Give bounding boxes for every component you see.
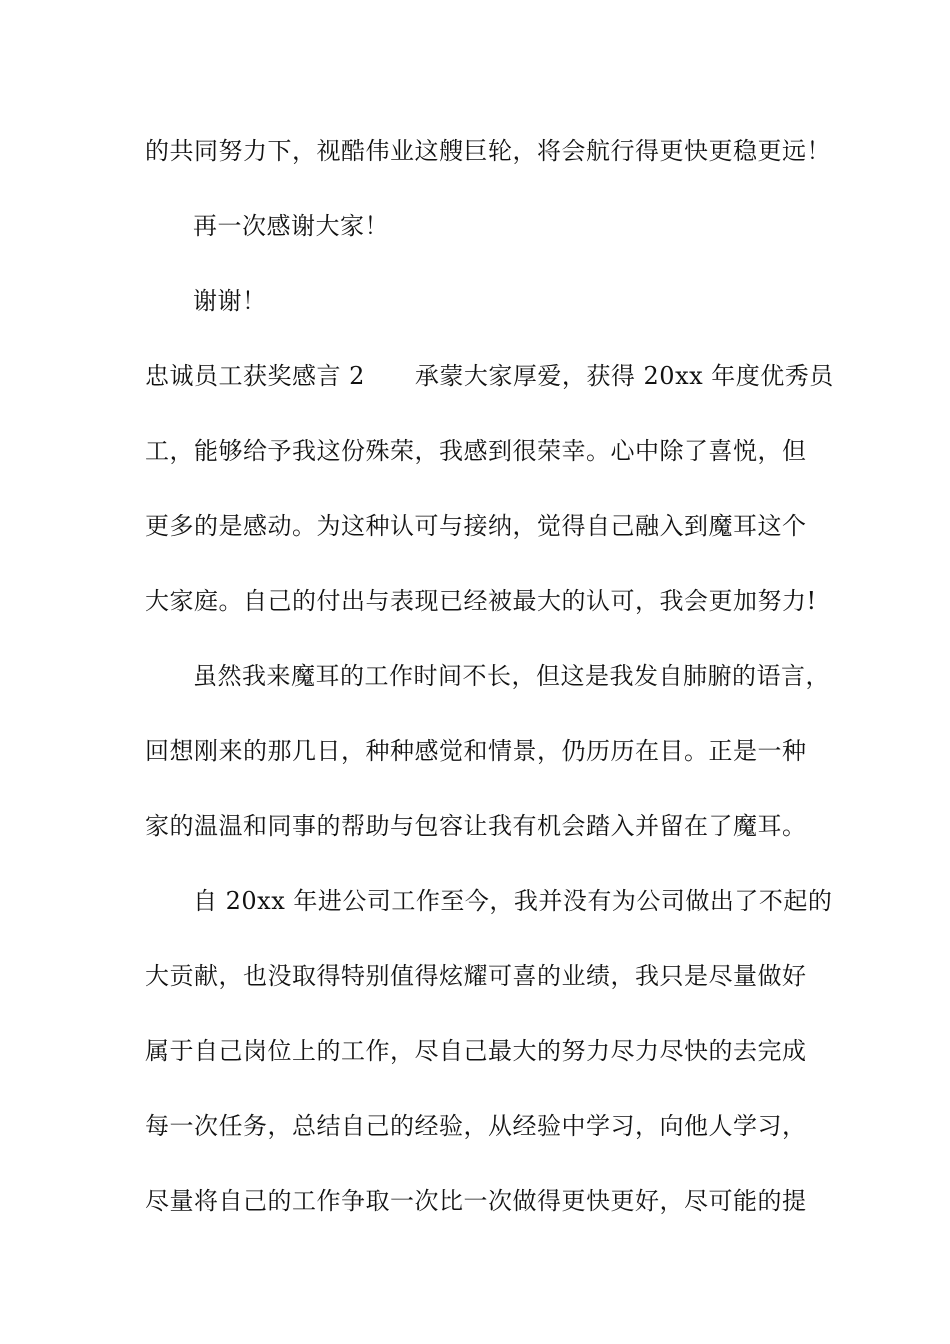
paragraph-line: 再一次感谢大家！ bbox=[193, 212, 389, 240]
paragraph-line: 的共同努力下，视酷伟业这艘巨轮，将会航行得更快更稳更远！ bbox=[145, 137, 831, 165]
paragraph-line: 谢谢！ bbox=[193, 287, 267, 315]
paragraph-line: 自 20xx 年进公司工作至今，我并没有为公司做出了不起的 bbox=[193, 887, 833, 915]
paragraph-line: 每一次任务，总结自己的经验，从经验中学习，向他人学习， bbox=[145, 1112, 807, 1140]
section-title: 忠诚员工获奖感言 2 bbox=[145, 362, 365, 390]
paragraph-line: 大家庭。自己的付出与表现已经被最大的认可，我会更加努力! bbox=[145, 587, 817, 615]
paragraph-line: 回想刚来的那几日，种种感觉和情景，仍历历在目。正是一种 bbox=[145, 737, 807, 765]
section-heading-line bbox=[145, 361, 834, 391]
paragraph-line: 虽然我来魔耳的工作时间不长，但这是我发自肺腑的语言， bbox=[193, 662, 830, 690]
paragraph-line: 工，能够给予我这份殊荣，我感到很荣幸。心中除了喜悦，但 bbox=[145, 437, 807, 465]
paragraph-line: 尽量将自己的工作争取一次比一次做得更快更好，尽可能的提 bbox=[145, 1187, 807, 1215]
paragraph-line: 大贡献，也没取得特别值得炫耀可喜的业绩，我只是尽量做好 bbox=[145, 962, 807, 990]
paragraph-line: 家的温温和同事的帮助与包容让我有机会踏入并留在了魔耳。 bbox=[145, 812, 807, 840]
paragraph-line: 属于自己岗位上的工作，尽自己最大的努力尽力尽快的去完成 bbox=[145, 1037, 807, 1065]
paragraph-line: 更多的是感动。为这种认可与接纳，觉得自己融入到魔耳这个 bbox=[145, 512, 807, 540]
section-first-text: 承蒙大家厚爱，获得 20xx 年度优秀员 bbox=[414, 362, 834, 390]
